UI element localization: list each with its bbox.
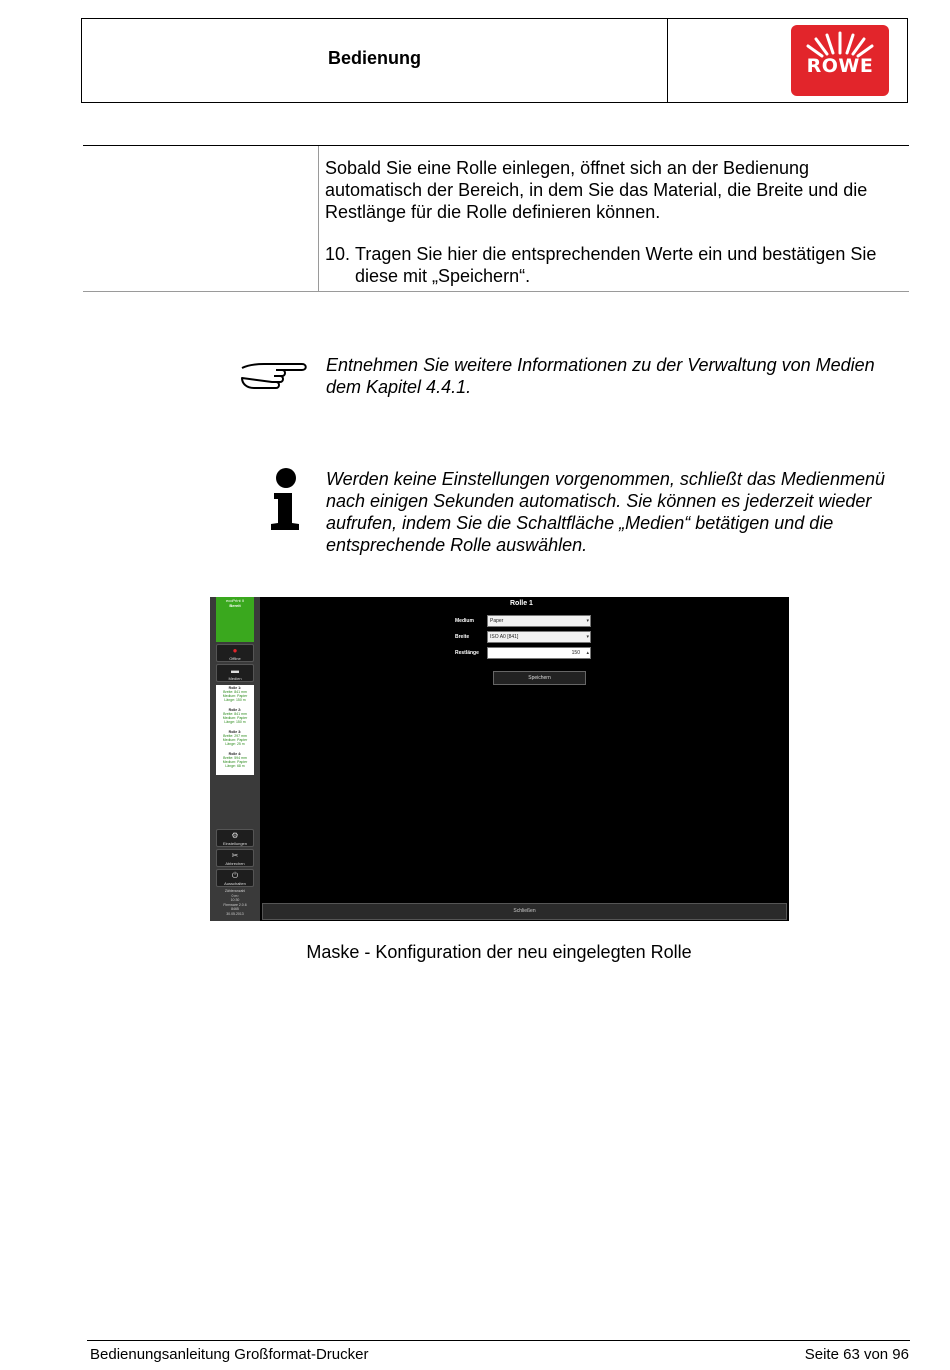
medien-label: Medien [228, 676, 242, 681]
roll-item-3[interactable]: Rolle 3: Breite: 297 mm Medium: Papier Länge: 25 m [222, 730, 248, 746]
chevron-down-icon: ▾ [586, 634, 589, 640]
media-roll-icon: ▬ [231, 666, 239, 675]
breite-label: Breite [455, 634, 470, 640]
footer-page-number: Seite 63 von 96 [804, 1346, 909, 1363]
table-top-rule [83, 145, 909, 146]
sidebar [210, 597, 260, 921]
page-title: Bedienung [328, 48, 421, 68]
ausschalten-label: Ausschalten [224, 881, 246, 886]
power-icon: ⏻ [231, 871, 239, 880]
einstellungen-label: Einstellungen [222, 841, 248, 846]
medium-label: Medium [455, 618, 474, 624]
status-panel [216, 597, 254, 642]
roll-list[interactable] [216, 685, 254, 775]
logo-wordmark: ROWE [806, 55, 874, 77]
breite-select[interactable]: ISO A0 [841] ▾ [487, 631, 591, 643]
abbrechen-label: Abbrechen [225, 861, 245, 866]
hint-note: Entnehmen Sie weitere Informationen zu der Verwaltung von Medien dem Kapitel 4.4.1. [326, 355, 875, 397]
medien-button[interactable] [216, 664, 254, 682]
speichern-button[interactable]: Speichern [493, 671, 586, 685]
gear-icon: ⚙ [231, 831, 239, 840]
roll-item-1[interactable]: Rolle 1: Breite: 841 mm Medium: Papier Länge: 150 m [222, 686, 248, 702]
figure-caption: Maske - Konfiguration der neu eingelegten Rolle [306, 942, 692, 962]
info-icon [266, 466, 306, 532]
screenshot-media-config [210, 597, 789, 921]
table-column-divider [318, 146, 319, 291]
dialog-title: Rolle 1 [510, 600, 533, 607]
device-info: Zähleranzahl 0 m² 10:30 Firmware 2.0.6 8465 30.05.2013 [223, 889, 247, 916]
roll-item-2[interactable]: Rolle 2: Breite: 841 mm Medium: Papier Länge: 150 m [222, 708, 248, 724]
device-name: ecoPrint II [225, 598, 244, 603]
info-note: Werden keine Einstellungen vorgenommen, schließt das Medienmenü nach einigen Sekunden automatisch. Sie können es jederzeit wieder aufrufen, indem Sie die Schaltfläche „Medien“ betätigen und die entsprechende Rolle auswählen. [326, 469, 885, 555]
restlaenge-input[interactable]: 150 ▴ [487, 647, 591, 659]
device-status: Bereit [229, 603, 241, 608]
einstellungen-button[interactable] [216, 829, 254, 847]
footer-document-title: Bedienungsanleitung Großformat-Drucker [90, 1346, 369, 1363]
schliessen-button[interactable]: Schließen [262, 903, 787, 920]
restlaenge-label: Restlänge [455, 650, 479, 656]
offline-label: Offline [229, 656, 241, 661]
rowe-logo [791, 25, 889, 96]
medium-select[interactable]: Paper ▾ [487, 615, 591, 627]
instruction-step [325, 243, 905, 287]
pointing-hand-icon [238, 356, 310, 396]
scissors-icon: ✂ [231, 851, 239, 860]
roll-item-4[interactable]: Rolle 4: Breite: 594 mm Medium: Papier Länge: 68 m [222, 752, 248, 768]
power-red-icon: ● [232, 646, 238, 655]
stepper-icon: ▴ [586, 650, 589, 656]
instruction-paragraph: Sobald Sie eine Rolle einlegen, öffnet sich an der Bedienung automatisch der Bereich, in dem Sie das Material, die Breite und die Restlänge für die Rolle definieren können. [325, 158, 868, 222]
chevron-down-icon: ▾ [586, 618, 589, 624]
footer-rule [87, 1340, 910, 1341]
table-bottom-rule [83, 291, 909, 292]
ausschalten-button[interactable] [216, 869, 254, 887]
step-number: 10. [325, 244, 351, 264]
offline-button[interactable] [216, 644, 254, 662]
abbrechen-button[interactable] [216, 849, 254, 867]
step-text: Tragen Sie hier die entsprechenden Werte ein und bestätigen Sie diese mit „Speichern“. [355, 244, 877, 286]
